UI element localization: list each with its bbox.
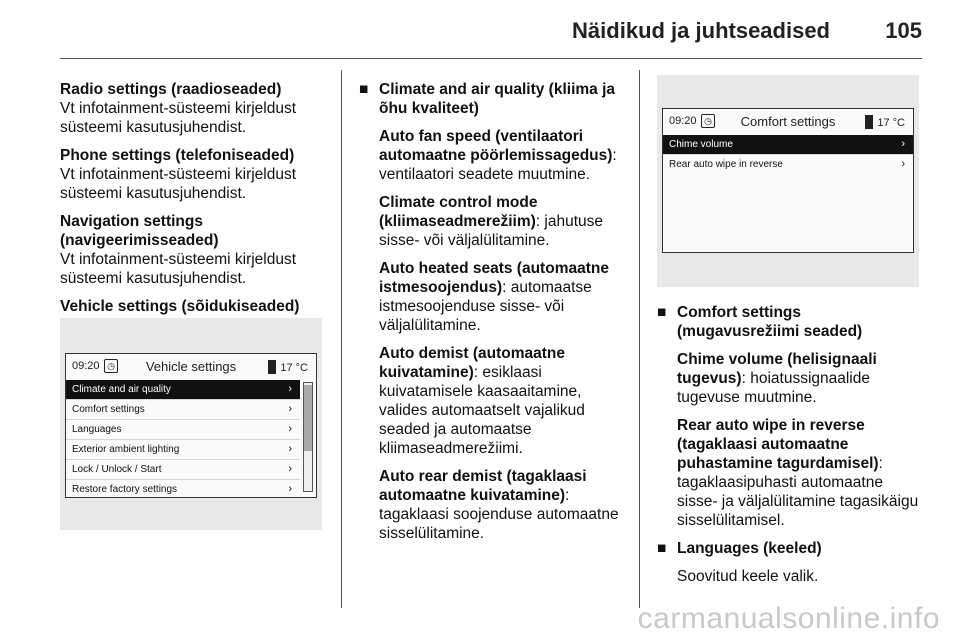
menu-item[interactable]: Languages ›: [66, 420, 300, 440]
bullet-item: [655, 539, 925, 586]
vehicle-settings-figure: [60, 318, 322, 530]
screen-scrollbar[interactable]: [303, 382, 313, 492]
menu-item[interactable]: Exterior ambient lighting ›: [66, 440, 300, 460]
menu-item[interactable]: Comfort settings ›: [66, 400, 300, 420]
thermometer-icon: [865, 115, 873, 129]
temperature: 17 °C: [268, 360, 308, 374]
menu-item[interactable]: Lock / Unlock / Start ›: [66, 460, 300, 480]
section-heading: Navigation settings (navigeerimisseaded): [60, 213, 219, 249]
chevron-right-icon: ›: [901, 138, 905, 150]
section-heading: Radio settings (raadioseaded): [60, 81, 282, 98]
clock-time: 09:20: [669, 115, 697, 127]
item-desc: : tagaklaasipuhasti automaatne sisse- ja väljalülitamine tagasikäigu sisselülitamisel.: [677, 455, 919, 529]
section-text: Vt infotainment-süsteemi kirjeldust süsteemi kasutusjuhendist.: [60, 166, 297, 202]
item-desc: : hoiatussignaalide tugevuse muutmine.: [677, 370, 870, 406]
clock-icon: ◷: [104, 359, 118, 373]
section-heading: Vehicle settings (sõidukiseaded): [60, 298, 300, 315]
menu-item[interactable]: Climate and air quality ›: [66, 380, 300, 400]
item-term: Auto demist (automaatne kuivatamine): [379, 345, 566, 381]
middle-column: [357, 80, 629, 552]
screen-status-bar: [66, 354, 316, 380]
bullet-text: Soovitud keele valik.: [677, 568, 819, 585]
page-header-title: Näidikud ja juhtseadised: [572, 18, 830, 43]
item-term: Auto heated seats (automaatne istmesoojendus): [379, 260, 609, 296]
watermark: carmanualsonline.info: [637, 602, 940, 635]
chevron-right-icon: ›: [901, 158, 905, 170]
menu-item[interactable]: Rear auto wipe in reverse ›: [663, 155, 913, 174]
screen-status-bar: [663, 109, 913, 135]
item-desc: : automaatse istmesoojenduse sisse- või väljalülitamine.: [379, 279, 592, 334]
screen-title: Comfort settings: [740, 114, 836, 129]
vehicle-settings-screen: [65, 353, 317, 498]
bullet-item: [357, 80, 629, 543]
chevron-right-icon: ›: [288, 403, 292, 415]
item-term: Auto rear demist (tagaklaasi automaatne kuivatamine): [379, 468, 587, 504]
section-text: Vt infotainment-süsteemi kirjeldust süsteemi kasutusjuhendist.: [60, 251, 297, 287]
right-column: [655, 303, 925, 595]
item-term: Rear auto wipe in reverse (tagaklaasi automaatne puhastamine tagurdamisel): [677, 417, 879, 472]
bullet-icon: ■: [657, 540, 667, 557]
item-desc: : tagaklaasi soojenduse automaatne sisselülitamine.: [379, 487, 619, 542]
chevron-right-icon: ›: [288, 423, 292, 435]
section-heading: Phone settings (telefoniseaded): [60, 147, 295, 164]
section-text: Vt infotainment-süsteemi kirjeldust süsteemi kasutusjuhendist.: [60, 100, 297, 136]
item-term: Chime volume (helisignaali tugevus): [677, 351, 877, 387]
clock-icon: ◷: [701, 114, 715, 128]
bullet-heading: Comfort settings (mugavusrežiimi seaded): [677, 304, 863, 340]
bullet-heading: Climate and air quality (kliima ja õhu kvaliteet): [379, 81, 616, 117]
temperature: 17 °C: [865, 115, 905, 129]
comfort-settings-screen: [662, 108, 914, 253]
comfort-settings-figure: [657, 75, 919, 287]
chevron-right-icon: ›: [288, 383, 292, 395]
item-term: Climate control mode (kliimaseadmerežiim): [379, 194, 538, 230]
bullet-heading: Languages (keeled): [677, 540, 822, 557]
screen-title: Vehicle settings: [145, 359, 237, 374]
bullet-item: [655, 303, 925, 530]
item-term: Auto fan speed (ventilaatori automaatne pöörlemissagedus): [379, 128, 613, 164]
column-divider-1: [341, 70, 342, 608]
page-number: 105: [885, 18, 922, 43]
item-desc: : ventilaatori seadete muutmine.: [379, 147, 617, 183]
thermometer-icon: [268, 360, 276, 374]
item-desc: : esiklaasi kuivatamisele kaasaaitamine, valides automaatselt vajalikud seaded ja automaatse kliimaseadmerežiimi.: [379, 364, 585, 457]
menu-item[interactable]: Chime volume ›: [663, 135, 913, 155]
left-column: [60, 80, 330, 325]
bullet-icon: ■: [359, 81, 369, 98]
item-desc: : jahutuse sisse- või väljalülitamine.: [379, 213, 604, 249]
menu-item[interactable]: Restore factory settings ›: [66, 480, 300, 499]
chevron-right-icon: ›: [288, 463, 292, 475]
clock-time: 09:20: [72, 360, 100, 372]
bullet-icon: ■: [657, 304, 667, 321]
header-divider: [60, 58, 922, 59]
column-divider-2: [639, 70, 640, 608]
chevron-right-icon: ›: [288, 483, 292, 495]
chevron-right-icon: ›: [288, 443, 292, 455]
scrollbar-thumb[interactable]: [304, 385, 312, 451]
